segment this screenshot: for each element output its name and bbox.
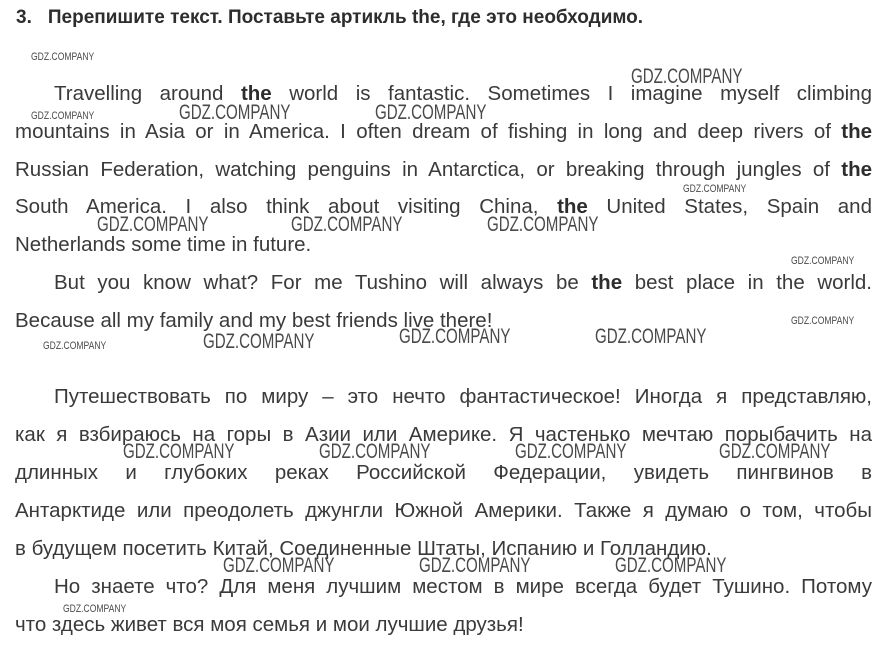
watermark: GDZ.COMPANY [719, 440, 831, 463]
watermark: GDZ.COMPANY [683, 183, 747, 195]
watermark: GDZ.COMPANY [375, 101, 487, 124]
watermark: GDZ.COMPANY [291, 213, 403, 236]
watermark: GDZ.COMPANY [179, 101, 291, 124]
watermark: GDZ.COMPANY [97, 213, 209, 236]
watermark: GDZ.COMPANY [791, 315, 855, 327]
watermark: GDZ.COMPANY [631, 65, 743, 88]
watermark: GDZ.COMPANY [123, 440, 235, 463]
russian-line: Но знаете что? Для меня лучшим местом в мире всегда будет Тушино. Потому [54, 575, 872, 598]
watermark: GDZ.COMPANY [203, 330, 315, 353]
russian-line: как я взбираюсь на горы в Азии или Америке. Я частенько мечтаю порыбачить на [15, 423, 872, 446]
russian-line: длинных и глубоких реках Российской Федерации, увидеть пингвинов в [15, 461, 872, 484]
russian-line: Путешествовать по миру – это нечто фантастическое! Иногда я представляю, [54, 385, 872, 408]
watermark: GDZ.COMPANY [319, 440, 431, 463]
english-line: Because all my family and my best friends live there! [15, 309, 493, 332]
watermark: GDZ.COMPANY [399, 325, 511, 348]
watermark: GDZ.COMPANY [419, 554, 531, 577]
exercise-title: Перепишите текст. Поставьте артикль the, где это необходимо. [47, 7, 644, 28]
watermark: GDZ.COMPANY [31, 51, 95, 63]
watermark: GDZ.COMPANY [31, 110, 95, 122]
english-line: But you know what? For me Tushino will always be the best place in the world. [54, 271, 873, 294]
watermark: GDZ.COMPANY [595, 325, 707, 348]
exercise-heading [16, 7, 643, 29]
russian-line: что здесь живет вся моя семья и мои лучшие друзья! [15, 613, 524, 636]
watermark: GDZ.COMPANY [615, 554, 727, 577]
watermark: GDZ.COMPANY [791, 255, 855, 267]
english-line: Netherlands some time in future. [15, 233, 312, 256]
english-line: mountains in Asia or in America. I often dream of fishing in long and deep rivers of the [15, 120, 872, 143]
watermark: GDZ.COMPANY [515, 440, 627, 463]
watermark: GDZ.COMPANY [487, 213, 599, 236]
russian-line: Антарктиде или преодолеть джунгли Южной Америки. Также я думаю о том, чтобы [15, 499, 872, 522]
watermark: GDZ.COMPANY [43, 340, 107, 352]
english-line: Russian Federation, watching penguins in Antarctica, or breaking through jungles of the [15, 158, 872, 181]
russian-line: в будущем посетить Китай, Соединенные Штаты, Испанию и Голландию. [15, 537, 712, 560]
watermark: GDZ.COMPANY [223, 554, 335, 577]
watermark: GDZ.COMPANY [63, 603, 127, 615]
english-line: South America. I also think about visiting China, the United States, Spain and [15, 195, 872, 218]
english-line: Travelling around the world is fantastic. Sometimes I imagine myself climbing [54, 82, 872, 105]
exercise-number: 3. [16, 7, 32, 28]
